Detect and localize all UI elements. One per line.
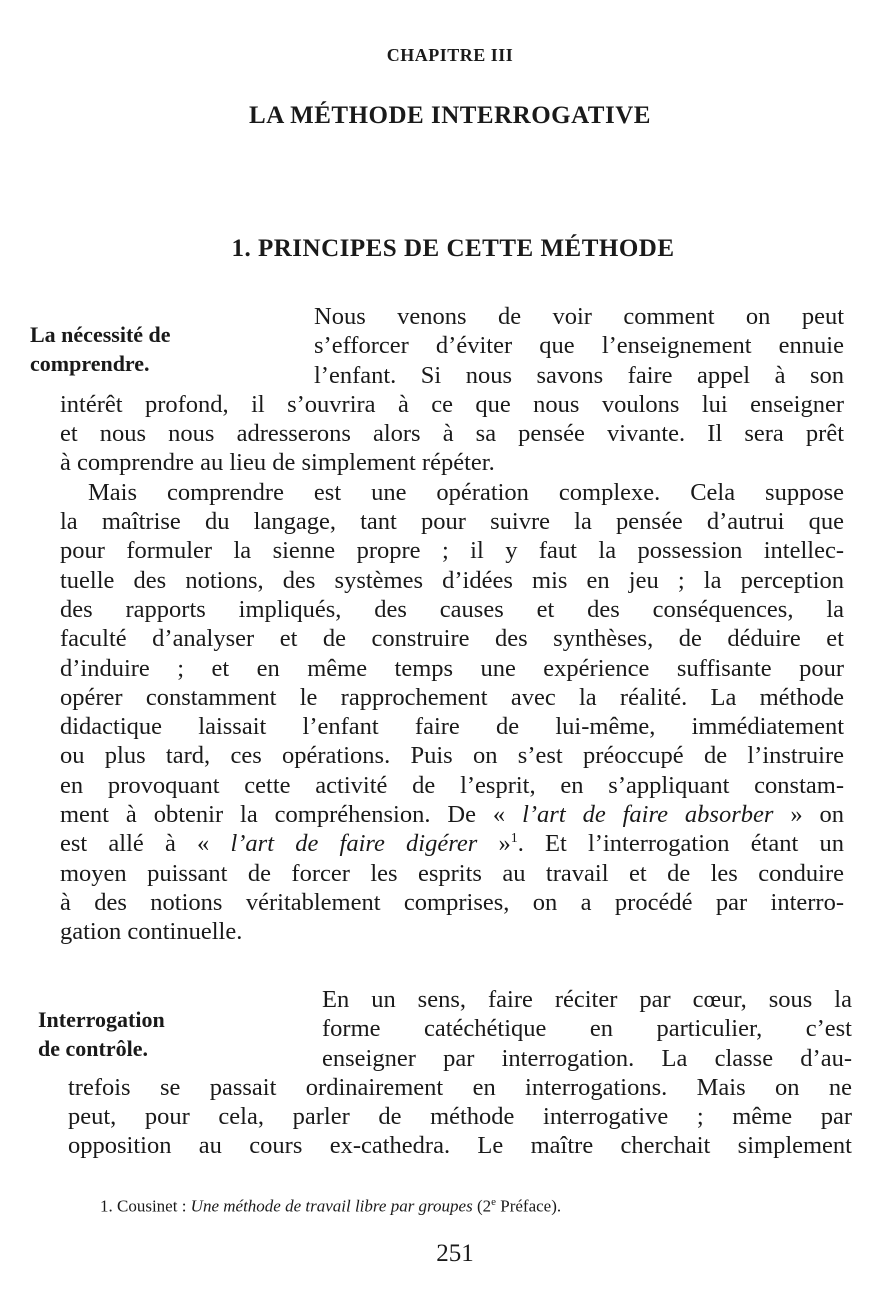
- text-line: En un sens, faire réciter par cœur, sous la: [322, 986, 852, 1013]
- text-line: des rapports impliqués, des causes et des conséquences, la: [60, 595, 844, 623]
- text-line: tuelle des notions, des systèmes d’idées mis en jeu ; la perception: [60, 566, 844, 594]
- text-line: didactique laissait l’enfant faire de lui-même, immédiatement: [60, 713, 844, 741]
- italic-quote: l’art de faire digérer: [230, 830, 478, 858]
- footnote: [100, 1196, 561, 1217]
- text-segment: » on: [790, 801, 845, 829]
- text-line: faculté d’analyser et de construire des synthèses, de déduire et: [60, 625, 844, 653]
- text-line: Mais comprendre est une opération complexe. Cela suppose: [88, 478, 844, 506]
- text-line: à des notions véritablement comprises, on a procédé par interro-: [60, 888, 844, 916]
- text-line: gation continuelle.: [60, 918, 243, 946]
- text-line: opposition au cours ex-cathedra. Le maître cherchait simplement: [68, 1132, 852, 1160]
- text-line: pour formuler la sienne propre ; il y faut la possession intellec-: [60, 537, 844, 565]
- text-line: peut, pour cela, parler de méthode interrogative ; même par: [68, 1103, 852, 1131]
- text-line: forme catéchétique en particulier, c’est: [322, 1015, 852, 1043]
- text-line: moyen puissant de forcer les esprits au travail et de les conduire: [60, 859, 844, 887]
- paragraph-1: [60, 302, 844, 478]
- text-segment: ment à obtenir la compréhension. De «: [60, 801, 506, 829]
- text-segment: . Et l’interrogation étant un: [517, 830, 844, 858]
- text-line: opérer constamment le rapprochement avec la réalité. La méthode: [60, 683, 844, 711]
- side-heading-line: Interrogation: [38, 1007, 165, 1032]
- text-line: trefois se passait ordinairement en interrogations. Mais on ne: [68, 1073, 852, 1101]
- text-line: la maîtrise du langage, tant pour suivre la pensée d’autrui que: [60, 508, 844, 536]
- side-heading-line: La nécessité de: [30, 322, 171, 347]
- text-line: s’efforcer d’éviter que l’enseignement ennuie: [314, 332, 844, 360]
- text-segment: est allé à «: [60, 830, 210, 858]
- text-line: l’enfant. Si nous savons faire appel à son: [314, 361, 844, 389]
- page-number: 251: [436, 1240, 474, 1267]
- text-line: en provoquant cette activité de l’esprit, en s’appliquant constam-: [60, 771, 844, 799]
- text-line: Nous venons de voir comment on peut: [314, 303, 844, 330]
- text-segment: »: [498, 830, 511, 858]
- text-line: et nous nous adresserons alors à sa pensée vivante. Il sera prêt: [60, 420, 844, 448]
- text-line: enseigner par interrogation. La classe d’au-: [322, 1044, 852, 1072]
- side-heading-line: comprendre.: [30, 351, 150, 376]
- footnote-title: Une méthode de travail libre par groupes: [190, 1196, 473, 1216]
- italic-quote: l’art de faire absorber: [522, 801, 774, 829]
- chapter-title: LA MÉTHODE INTERROGATIVE: [249, 102, 651, 129]
- paragraph-block-1: [60, 302, 844, 947]
- text-line: d’induire ; et en même temps une expérience suffisante pour: [60, 654, 844, 682]
- chapter-label: CHAPITRE III: [386, 45, 514, 65]
- text-line: [60, 800, 844, 829]
- paragraph-2: [60, 478, 844, 947]
- footnote-number: 1. Cousinet :: [100, 1196, 187, 1216]
- footnote-text: Préface).: [500, 1196, 562, 1216]
- footnote-text: (2: [476, 1196, 492, 1216]
- paragraph-3: [68, 985, 852, 1161]
- text-line: [60, 829, 844, 858]
- paragraph-block-2: [68, 985, 852, 1161]
- text-line: ou plus tard, ces opérations. Puis on s’est préoccupé de l’instruire: [60, 742, 844, 770]
- section-title: 1. PRINCIPES DE CETTE MÉTHODE: [231, 235, 675, 262]
- footnote-sup: e: [491, 1196, 497, 1208]
- text-line: à comprendre au lieu de simplement répéter.: [60, 449, 495, 477]
- side-heading-line: de contrôle.: [38, 1036, 148, 1061]
- text-line: intérêt profond, il s’ouvrira à ce que nous voulons lui enseigner: [60, 390, 844, 418]
- footnote-ref: 1: [510, 831, 518, 847]
